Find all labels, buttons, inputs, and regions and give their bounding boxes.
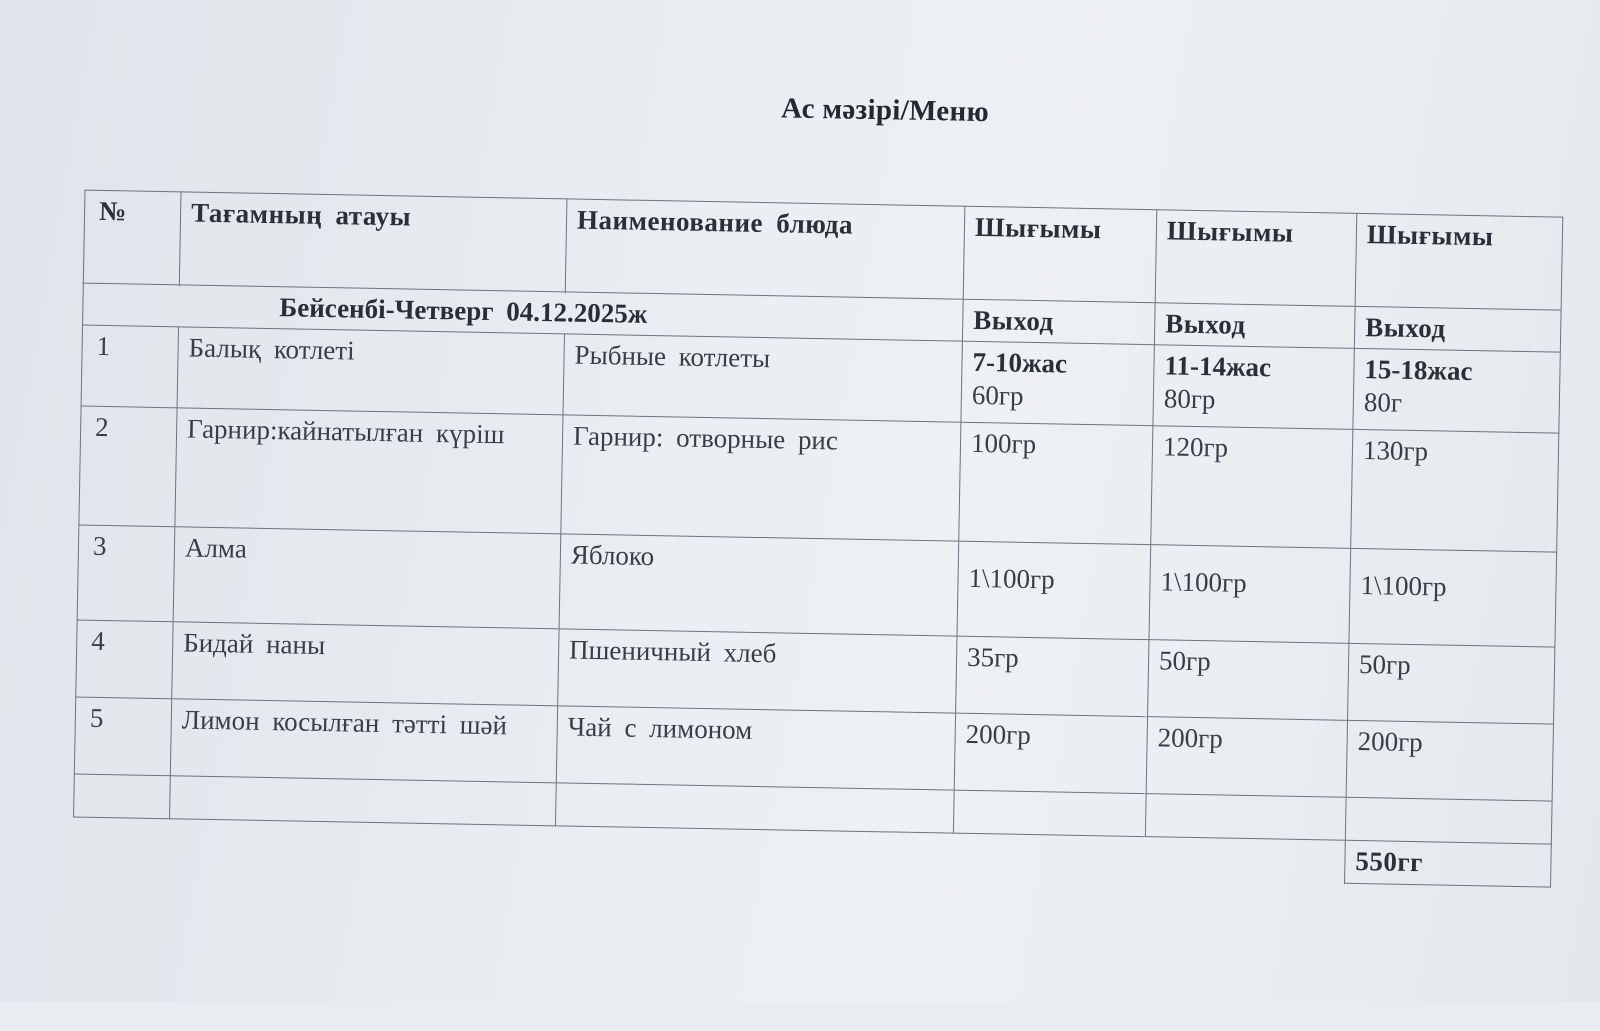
day-label: Бейсенбі-Четверг 04.12.2025ж bbox=[83, 283, 964, 341]
total-yield: 550гг bbox=[1345, 840, 1552, 887]
empty-cell bbox=[170, 776, 557, 826]
empty-cell bbox=[1145, 794, 1346, 841]
row-no: 4 bbox=[76, 620, 173, 699]
row-no: 5 bbox=[74, 697, 171, 776]
row-yield-3: 200гр bbox=[1346, 720, 1553, 801]
row-name-ru: Чай с лимоном bbox=[556, 706, 955, 790]
row-name-ru: Пшеничный хлеб bbox=[558, 629, 957, 713]
row-yield-1: 60гр bbox=[971, 379, 1024, 411]
age-group-1: 7-10жас bbox=[972, 346, 1068, 379]
row-yield-1: 35гр bbox=[956, 636, 1149, 717]
row-name-ru: Рыбные котлеты bbox=[563, 334, 962, 422]
header-yield-ru-3: Выход bbox=[1354, 306, 1561, 352]
row-yield-3: 50гр bbox=[1348, 643, 1555, 724]
row-no: 3 bbox=[77, 525, 175, 622]
row-no: 2 bbox=[79, 406, 177, 527]
row-name-kz: Балық котлеті bbox=[177, 327, 564, 415]
empty-cell bbox=[74, 774, 171, 819]
header-yield-kz-1: Шығымы bbox=[963, 206, 1157, 303]
age-group-2: 11-14жас bbox=[1164, 350, 1272, 383]
row-name-kz: Алма bbox=[173, 527, 561, 629]
row-yield-2: 50гр bbox=[1148, 640, 1349, 721]
row-yield-1: 1\100гр bbox=[957, 541, 1151, 640]
header-name-kz: Тағамның атауы bbox=[179, 192, 567, 292]
header-yield-kz-2: Шығымы bbox=[1155, 210, 1357, 307]
empty-cell bbox=[555, 783, 954, 833]
row-yield-2: 1\100гр bbox=[1149, 545, 1351, 644]
row-name-ru: Гарнир: отворные рис bbox=[561, 415, 961, 541]
header-yield-ru-2: Выход bbox=[1154, 303, 1355, 349]
age-group-3: 15-18жас bbox=[1364, 354, 1473, 387]
row-yield-1: 100гр bbox=[959, 422, 1153, 544]
row-name-kz: Бидай наны bbox=[172, 622, 559, 706]
row-yield-cell-1 bbox=[961, 341, 1154, 426]
row-name-kz: Лимон косылған тәтті шәй bbox=[170, 699, 557, 783]
row-yield-2: 80гр bbox=[1163, 383, 1216, 415]
menu-table bbox=[72, 190, 1563, 888]
empty-cell bbox=[1345, 797, 1552, 844]
row-no: 1 bbox=[81, 325, 178, 408]
row-name-kz: Гарнир:кайнатылған күріш bbox=[175, 408, 563, 534]
row-yield-1: 200гр bbox=[954, 713, 1147, 794]
header-yield-kz-3: Шығымы bbox=[1355, 213, 1563, 310]
row-yield-3: 1\100гр bbox=[1349, 548, 1557, 647]
row-yield-2: 120гр bbox=[1151, 426, 1353, 549]
row-yield-3: 130гр bbox=[1351, 429, 1559, 552]
row-yield-2: 200гр bbox=[1146, 717, 1347, 798]
header-yield-ru-1: Выход bbox=[962, 299, 1155, 345]
row-yield-cell-3 bbox=[1353, 348, 1560, 433]
header-no: № bbox=[83, 190, 181, 285]
empty-cell bbox=[953, 790, 1146, 837]
row-yield-3: 80г bbox=[1363, 387, 1403, 418]
row-yield-cell-2 bbox=[1153, 345, 1354, 430]
page-title: Ас мәзірі/Меню bbox=[780, 92, 990, 129]
header-name-ru: Наименование блюда bbox=[565, 199, 965, 299]
row-name-ru: Яблоко bbox=[559, 534, 959, 636]
